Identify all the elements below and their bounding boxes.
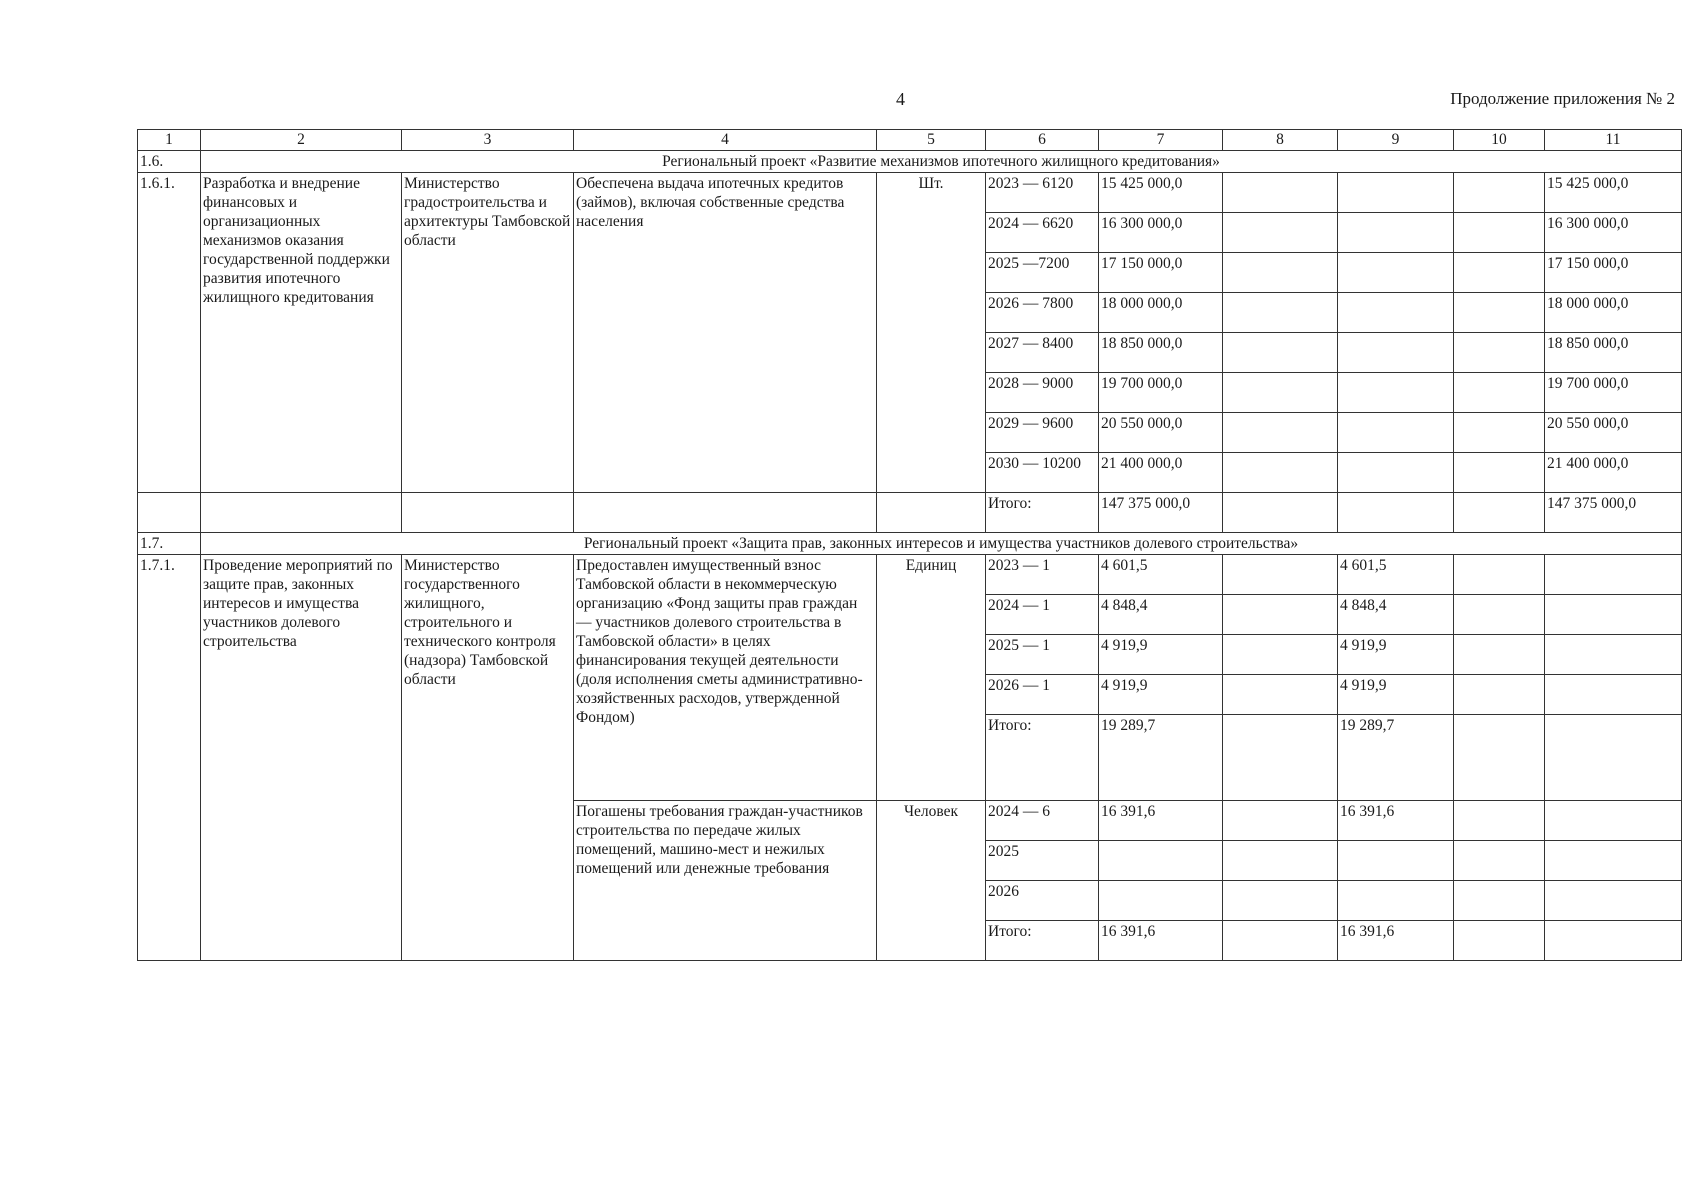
section-number: 1.7.: [138, 533, 201, 555]
empty-cell: [1223, 333, 1338, 373]
column-header: 7: [1099, 130, 1223, 151]
empty-cell: [1223, 413, 1338, 453]
year-value-cell: 2026 — 1: [986, 675, 1099, 715]
empty-cell: [1454, 881, 1545, 921]
empty-cell: [1545, 841, 1682, 881]
empty-cell: [1454, 635, 1545, 675]
year-value-cell: 2025 —7200: [986, 253, 1099, 293]
other-sources-cell: 18 000 000,0: [1545, 293, 1682, 333]
total-cell: 19 289,7: [1099, 715, 1223, 801]
other-sources-cell: 16 300 000,0: [1545, 213, 1682, 253]
empty-cell: [1454, 293, 1545, 333]
empty-cell: [1223, 881, 1338, 921]
total-cell: [1099, 841, 1223, 881]
empty-cell: [1223, 675, 1338, 715]
table-row-total: [138, 493, 1682, 533]
total-label-cell: Итого:: [986, 715, 1099, 801]
empty-cell: [1338, 453, 1454, 493]
empty-cell: [1338, 213, 1454, 253]
year-value-cell: 2026: [986, 881, 1099, 921]
empty-cell: [1454, 801, 1545, 841]
other-sources-cell: 15 425 000,0: [1545, 173, 1682, 213]
empty-cell: [1338, 333, 1454, 373]
result-cell: Погашены требования граждан-участников строительства по передаче жилых помещений, машино-мест и нежилых помещений или денежные требования: [574, 801, 877, 961]
executor-cell: Министерство государственного жилищного, строительного и технического контроля (надзора) Тамбовской области: [402, 555, 574, 961]
page-number: 4: [896, 89, 905, 109]
empty-cell: [1454, 453, 1545, 493]
section-number: 1.6.: [138, 151, 201, 173]
other-sources-cell: 20 550 000,0: [1545, 413, 1682, 453]
empty-cell: [1454, 213, 1545, 253]
table-row: [138, 173, 1682, 213]
empty-cell: [1338, 293, 1454, 333]
column-header: 2: [201, 130, 402, 151]
empty-cell: [877, 493, 986, 533]
column-header: 10: [1454, 130, 1545, 151]
empty-cell: [1454, 373, 1545, 413]
program-table: [137, 129, 1682, 961]
unit-cell: Шт.: [877, 173, 986, 493]
empty-cell: [1545, 635, 1682, 675]
empty-cell: [1338, 493, 1454, 533]
other-sources-cell: 18 850 000,0: [1545, 333, 1682, 373]
year-value-cell: 2024 — 1: [986, 595, 1099, 635]
total-cell: 18 000 000,0: [1099, 293, 1223, 333]
activity-cell: Проведение мероприятий по защите прав, законных интересов и имущества участников долевого строительства: [201, 555, 402, 961]
executor-cell: Министерство градостроительства и архитектуры Тамбовской области: [402, 173, 574, 493]
column-header: 6: [986, 130, 1099, 151]
result-cell: Предоставлен имущественный взнос Тамбовской области в некоммерческую организацию «Фонд защиты прав граждан — участников долевого строительства в Тамбовской области» в целях финансирования текущей деятельности (доля исполнения сметы административно-хозяйственных расходов, утвержденной Фондом): [574, 555, 877, 801]
item-number: 1.6.1.: [138, 173, 201, 493]
column-header: 4: [574, 130, 877, 151]
other-sources-cell: 147 375 000,0: [1545, 493, 1682, 533]
table-row: [138, 555, 1682, 595]
empty-cell: [1338, 373, 1454, 413]
total-cell: 15 425 000,0: [1099, 173, 1223, 213]
empty-cell: [1454, 555, 1545, 595]
empty-cell: [1545, 715, 1682, 801]
total-cell: 19 700 000,0: [1099, 373, 1223, 413]
empty-cell: [1454, 493, 1545, 533]
empty-cell: [1223, 921, 1338, 961]
column-header: 5: [877, 130, 986, 151]
total-label-cell: Итого:: [986, 921, 1099, 961]
total-cell: 21 400 000,0: [1099, 453, 1223, 493]
regional-budget-cell: 4 919,9: [1338, 675, 1454, 715]
other-sources-cell: 21 400 000,0: [1545, 453, 1682, 493]
total-cell: [1099, 881, 1223, 921]
item-number: 1.7.1.: [138, 555, 201, 961]
empty-cell: [1223, 715, 1338, 801]
regional-budget-cell: [1338, 881, 1454, 921]
empty-cell: [1545, 881, 1682, 921]
appendix-continuation-label: Продолжение приложения № 2: [1450, 89, 1675, 108]
empty-cell: [1545, 675, 1682, 715]
empty-cell: [1223, 293, 1338, 333]
regional-budget-cell: 4 848,4: [1338, 595, 1454, 635]
total-cell: 17 150 000,0: [1099, 253, 1223, 293]
empty-cell: [1454, 595, 1545, 635]
empty-cell: [402, 493, 574, 533]
empty-cell: [1223, 635, 1338, 675]
empty-cell: [1338, 173, 1454, 213]
total-cell: 16 300 000,0: [1099, 213, 1223, 253]
empty-cell: [1454, 921, 1545, 961]
regional-budget-cell: 16 391,6: [1338, 801, 1454, 841]
total-cell: 4 919,9: [1099, 675, 1223, 715]
section-title: Региональный проект «Развитие механизмов ипотечного жилищного кредитования»: [201, 151, 1682, 173]
section-row: [138, 533, 1682, 555]
section-row: [138, 151, 1682, 173]
empty-cell: [1223, 373, 1338, 413]
unit-cell: Единиц: [877, 555, 986, 801]
empty-cell: [1454, 173, 1545, 213]
column-header: 3: [402, 130, 574, 151]
year-value-cell: 2026 — 7800: [986, 293, 1099, 333]
empty-cell: [1338, 413, 1454, 453]
empty-cell: [574, 493, 877, 533]
total-cell: 18 850 000,0: [1099, 333, 1223, 373]
result-cell: Обеспечена выдача ипотечных кредитов (займов), включая собственные средства населения: [574, 173, 877, 493]
empty-cell: [1545, 921, 1682, 961]
empty-cell: [138, 493, 201, 533]
year-value-cell: 2030 — 10200: [986, 453, 1099, 493]
empty-cell: [1223, 801, 1338, 841]
empty-cell: [1223, 253, 1338, 293]
empty-cell: [1454, 675, 1545, 715]
column-header: 11: [1545, 130, 1682, 151]
empty-cell: [1223, 453, 1338, 493]
empty-cell: [1223, 555, 1338, 595]
regional-budget-cell: 4 919,9: [1338, 635, 1454, 675]
other-sources-cell: 17 150 000,0: [1545, 253, 1682, 293]
empty-cell: [1454, 253, 1545, 293]
year-value-cell: 2029 — 9600: [986, 413, 1099, 453]
empty-cell: [1454, 715, 1545, 801]
total-cell: 4 919,9: [1099, 635, 1223, 675]
empty-cell: [1223, 595, 1338, 635]
empty-cell: [201, 493, 402, 533]
total-cell: 20 550 000,0: [1099, 413, 1223, 453]
year-value-cell: 2025 — 1: [986, 635, 1099, 675]
empty-cell: [1223, 493, 1338, 533]
empty-cell: [1454, 333, 1545, 373]
column-header: 8: [1223, 130, 1338, 151]
activity-cell: Разработка и внедрение финансовых и организационных механизмов оказания государственной поддержки развития ипотечного жилищного кредитования: [201, 173, 402, 493]
year-value-cell: 2025: [986, 841, 1099, 881]
column-number-row: [138, 130, 1682, 151]
year-value-cell: 2024 — 6620: [986, 213, 1099, 253]
empty-cell: [1223, 841, 1338, 881]
empty-cell: [1545, 555, 1682, 595]
total-cell: 147 375 000,0: [1099, 493, 1223, 533]
empty-cell: [1223, 173, 1338, 213]
empty-cell: [1223, 213, 1338, 253]
regional-budget-cell: 4 601,5: [1338, 555, 1454, 595]
regional-budget-cell: 16 391,6: [1338, 921, 1454, 961]
other-sources-cell: 19 700 000,0: [1545, 373, 1682, 413]
year-value-cell: 2024 — 6: [986, 801, 1099, 841]
regional-budget-cell: [1338, 841, 1454, 881]
year-value-cell: 2023 — 1: [986, 555, 1099, 595]
section-title: Региональный проект «Защита прав, законных интересов и имущества участников долевого строительства»: [201, 533, 1682, 555]
empty-cell: [1545, 595, 1682, 635]
column-header: 1: [138, 130, 201, 151]
total-cell: 4 848,4: [1099, 595, 1223, 635]
empty-cell: [1338, 253, 1454, 293]
total-cell: 16 391,6: [1099, 801, 1223, 841]
year-value-cell: 2028 — 9000: [986, 373, 1099, 413]
regional-budget-cell: 19 289,7: [1338, 715, 1454, 801]
empty-cell: [1545, 801, 1682, 841]
year-value-cell: 2027 — 8400: [986, 333, 1099, 373]
total-label-cell: Итого:: [986, 493, 1099, 533]
year-value-cell: 2023 — 6120: [986, 173, 1099, 213]
empty-cell: [1454, 841, 1545, 881]
total-cell: 16 391,6: [1099, 921, 1223, 961]
empty-cell: [1454, 413, 1545, 453]
column-header: 9: [1338, 130, 1454, 151]
total-cell: 4 601,5: [1099, 555, 1223, 595]
unit-cell: Человек: [877, 801, 986, 961]
